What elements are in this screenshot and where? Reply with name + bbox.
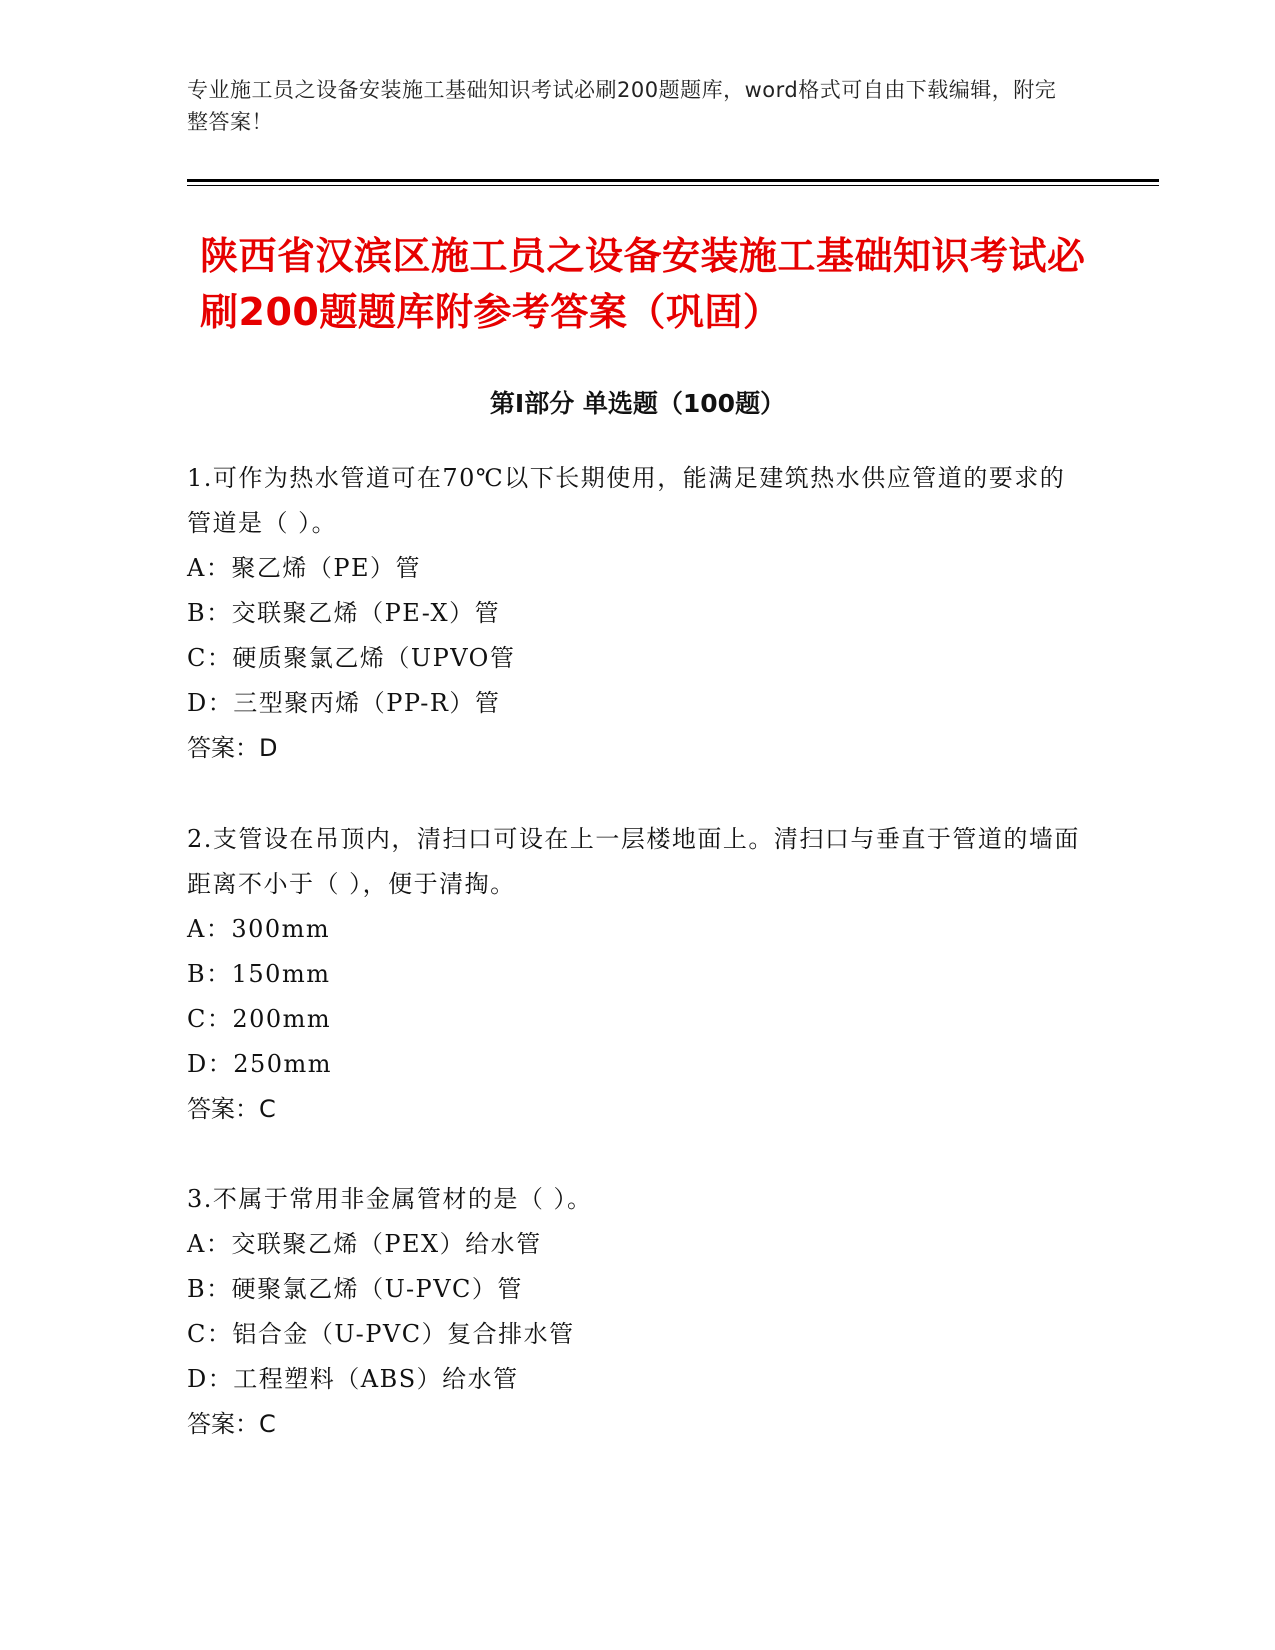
option-d: D：三型聚丙烯（PP-R）管 (187, 689, 501, 717)
question-2 (187, 817, 1087, 1132)
section-heading: 第Ⅰ部分 单选题（100题） (489, 389, 786, 418)
header-divider-thin (187, 185, 1159, 186)
option-c: C：200mm (187, 1005, 332, 1033)
answer-label: 答案：C (187, 1095, 276, 1123)
option-c: C：铝合金（U-PVC）复合排水管 (187, 1320, 575, 1348)
question-stem: 3.不属于常用非金属管材的是（ ）。 (187, 1185, 593, 1213)
header-divider-thick (187, 179, 1159, 182)
header-note: 专业施工员之设备安装施工基础知识考试必刷200题题库，word格式可自由下载编辑，附完整答案！ (187, 78, 1057, 134)
option-c: C：硬质聚氯乙烯（UPVO管 (187, 644, 516, 672)
document-title: 陕西省汉滨区施工员之设备安装施工基础知识考试必刷200题题库附参考答案（巩固） (200, 234, 1086, 334)
question-stem: 1.可作为热水管道可在70℃以下长期使用，能满足建筑热水供应管道的要求的管道是（ ）。 (187, 464, 1066, 537)
question-3 (187, 1177, 1087, 1447)
option-d: D：工程塑料（ABS）给水管 (187, 1365, 519, 1393)
option-b: B：硬聚氯乙烯（U-PVC）管 (187, 1275, 523, 1303)
option-a: A：300mm (187, 915, 331, 943)
question-1 (187, 456, 1087, 771)
question-stem: 2.支管设在吊顶内，清扫口可设在上一层楼地面上。清扫口与垂直于管道的墙面距离不小于（ ），便于清掏。 (187, 825, 1080, 898)
option-d: D：250mm (187, 1050, 333, 1078)
answer-label: 答案：C (187, 1410, 276, 1438)
answer-label: 答案：D (187, 734, 278, 762)
option-a: A：聚乙烯（PE）管 (187, 554, 421, 582)
option-b: B：交联聚乙烯（PE-X）管 (187, 599, 501, 627)
option-a: A：交联聚乙烯（PEX）给水管 (187, 1230, 542, 1258)
option-b: B：150mm (187, 960, 331, 988)
